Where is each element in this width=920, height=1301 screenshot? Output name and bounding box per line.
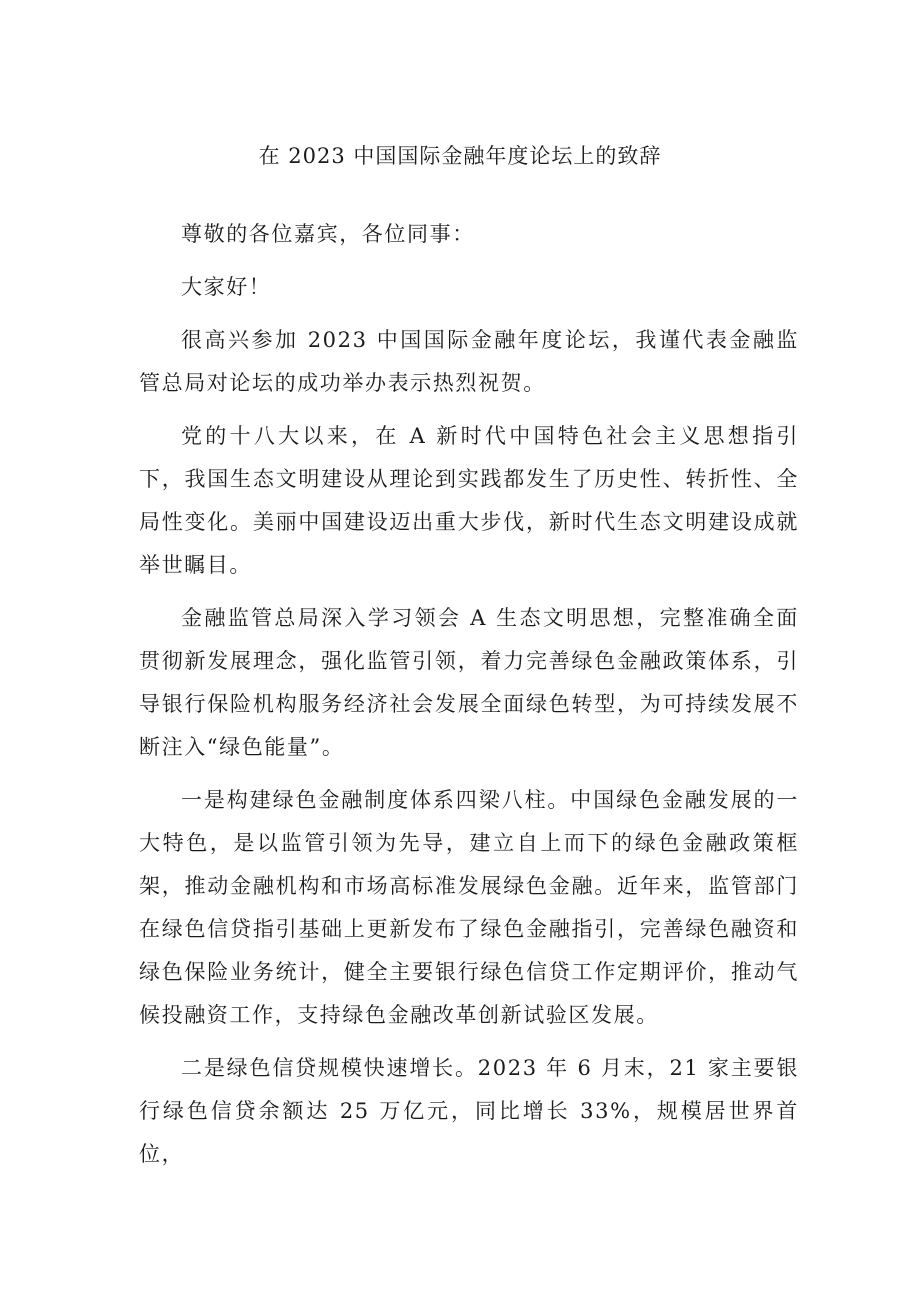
paragraph-policy-framework: 一是构建绿色金融制度体系四梁八柱。中国绿色金融发展的一大特色，是以监管引领为先导，建立自上而下的绿色金融政策框架，推动金融机构和市场高标准发展绿色金融。近年来，监管部门在绿色信贷指引基础上更新发布了绿色金融指引，完善绿色融资和绿色保险业务统计，健全主要银行绿色信贷工作定期评价，推动气候投融资工作，支持绿色金融改革创新试验区发展。 <box>139 788 799 1027</box>
document-title: 在 2023 中国国际金融年度论坛上的致辞 <box>258 144 662 168</box>
paragraph-salutation: 尊敬的各位嘉宾，各位同事： <box>181 222 475 246</box>
paragraph-greeting: 大家好！ <box>181 275 272 299</box>
paragraph-regulatory-guidance: 金融监管总局深入学习领会 A 生态文明思想，完整准确全面贯彻新发展理念，强化监管引领，着力完善绿色金融政策体系，引导银行保险机构服务经济社会发展全面绿色转型，为可持续发展不断注入“绿色能量”。 <box>139 606 799 759</box>
paragraph-ecological-civilization: 党的十八大以来，在 A 新时代中国特色社会主义思想指引下，我国生态文明建设从理论到实践都发生了历史性、转折性、全局性变化。美丽中国建设迈出重大步伐，新时代生态文明建设成就举世瞩目。 <box>139 424 799 577</box>
paragraph-opening: 很高兴参加 2023 中国国际金融年度论坛，我谨代表金融监管总局对论坛的成功举办表示热烈祝贺。 <box>139 328 799 395</box>
paragraph-green-credit: 二是绿色信贷规模快速增长。2023 年 6 月末，21 家主要银行绿色信贷余额达 25 万亿元，同比增长 33%，规模居世界首位， <box>139 1056 799 1166</box>
document-body <box>139 213 799 1186</box>
